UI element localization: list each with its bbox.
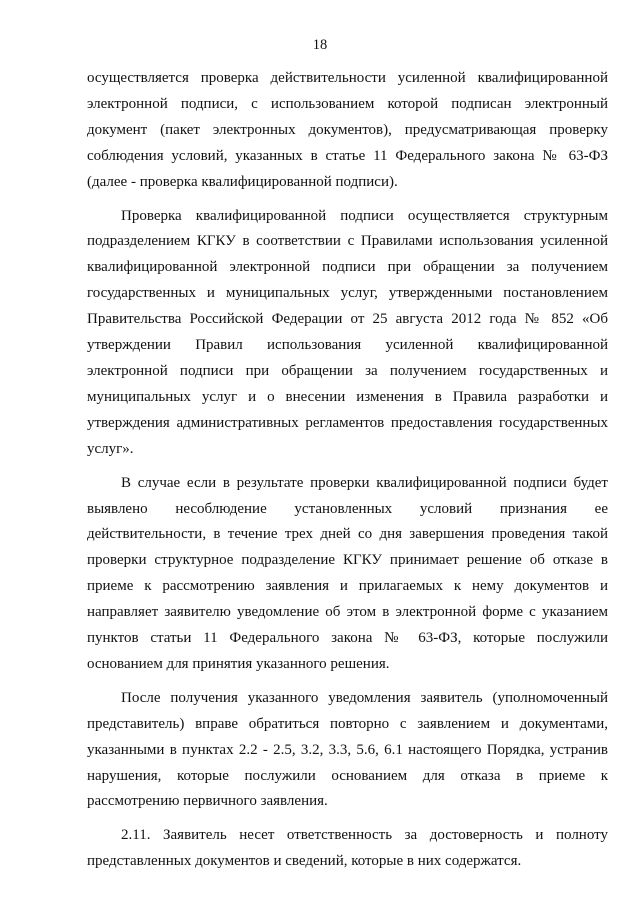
- paragraph-signature-verification: осуществляется проверка действительности усиленной квалифицированной электронной подписи, с использованием которой подписан электронный документ (пакет электронных документов), предусматривающая проверку соблюдения условий, указанных в статье 11 Федерального закона № 63-ФЗ (далее - проверка квалифицированной подписи).: [87, 70, 608, 190]
- document-body: [87, 66, 608, 875]
- paragraph-verification-rules: Проверка квалифицированной подписи осуществляется структурным подразделением КГКУ в соответствии с Правилами использования усиленной квалифицированной электронной подписи при обращении за получением государственных и муниципальных услуг, утвержденными постановлением Правительства Российской Федерации от 25 августа 2012 года № 852 «Об утверждении Правил использования усиленной квалифицированной электронной подписи при обращении за получением государственных и муниципальных услуг и о внесении изменения в Правила разработки и утверждения административных регламентов предоставления государственных услуг».: [87, 207, 608, 457]
- paragraph-applicant-responsibility: 2.11. Заявитель несет ответственность за достоверность и полноту представленных документов и сведений, которые в них содержатся.: [87, 827, 608, 870]
- paragraph-refusal-decision: В случае если в результате проверки квалифицированной подписи будет выявлено несоблюдение установленных условий признания ее действительности, в течение трех дней со дня завершения проведения такой проверки структурное подразделение КГКУ принимает решение об отказе в приеме к рассмотрению заявления и прилагаемых к нему документов и направляет заявителю уведомление об этом в электронной форме с указанием пунктов статьи 11 Федерального закона № 63-ФЗ, которые послужили основанием для принятия указанного решения.: [87, 474, 608, 672]
- paragraph-repeat-application: После получения указанного уведомления заявитель (уполномоченный представитель) вправе обратиться повторно с заявлением и документами, указанными в пунктах 2.2 - 2.5, 3.2, 3.3, 5.6, 6.1 настоящего Порядка, устранив нарушения, которые послужили основанием для отказа в приеме к рассмотрению первичного заявления.: [87, 689, 608, 810]
- page-number: 18: [312, 37, 328, 53]
